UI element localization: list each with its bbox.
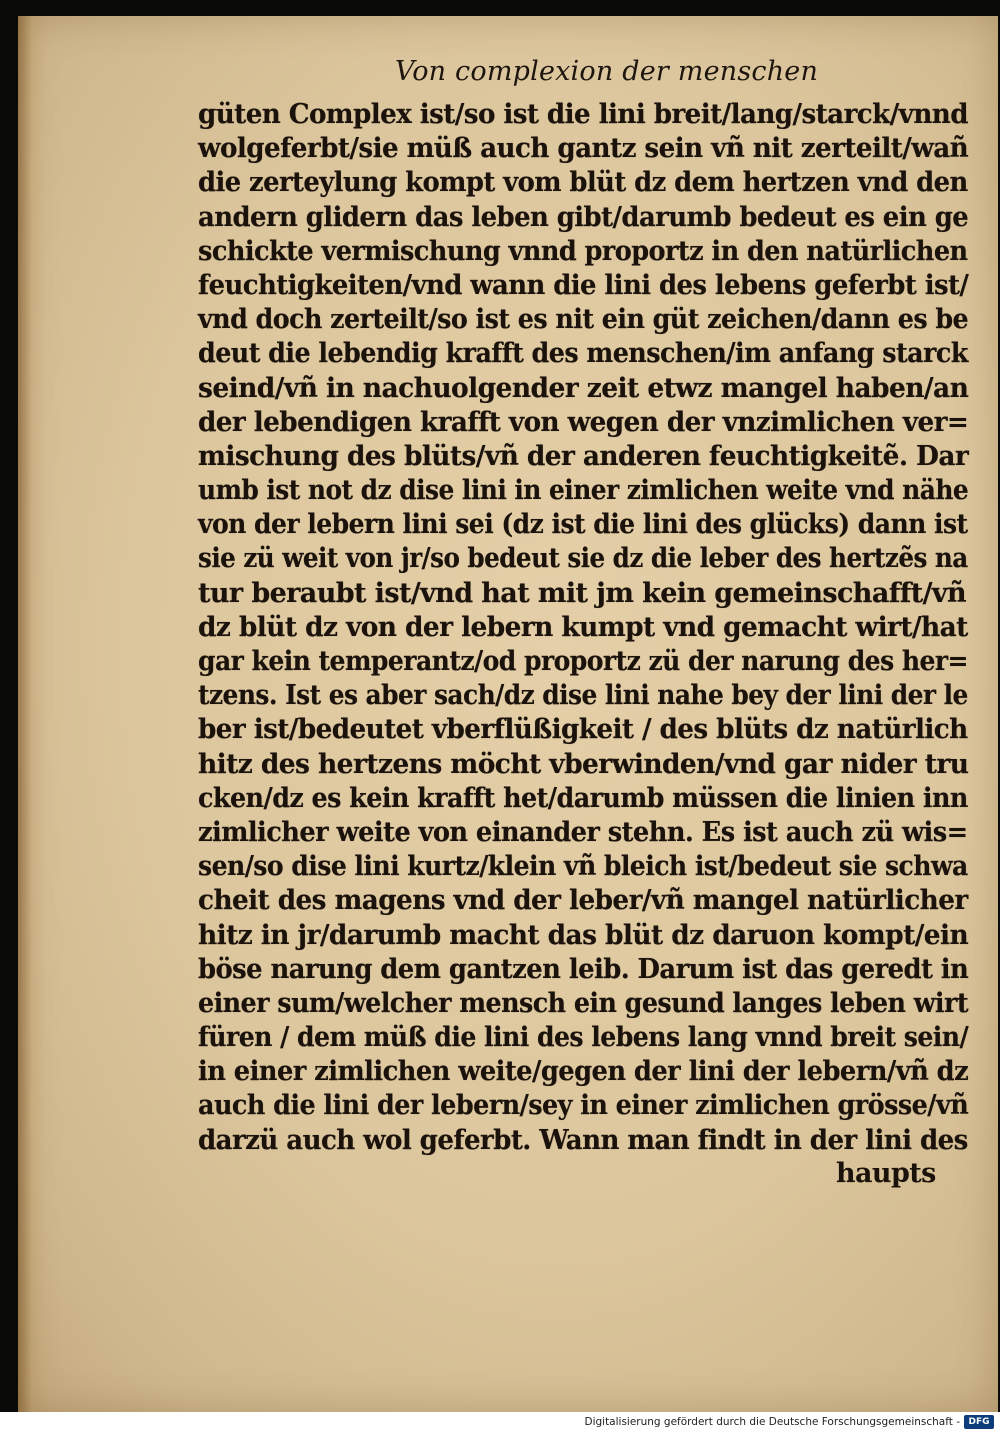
spine-shadow [18,16,46,1412]
text-line: einer sum/welcher mensch ein gesund langes leben wirt [198,987,968,1019]
text-line: ber ist/bedeutet vberflüßigkeit / des blüts dz natürlich [198,714,968,746]
text-line: güten Complex ist/so ist die lini breit/lang/starck/vnnd [198,99,968,130]
text-line: seind/vñ in nachuolgender zeit etwz mangel haben/an [198,372,969,404]
text-line: tzens. Ist es aber sach/dz dise lini nahe bey der lini der le [198,680,968,712]
dfg-logo-icon[interactable]: DFG [964,1415,994,1429]
text-line: füren / dem müß die lini des lebens lang vnnd breit sein/ [198,1022,969,1054]
text-line: vnd doch zerteilt/so ist es nit ein güt zeichen/dann es be [198,304,969,336]
text-line: von der lebern lini sei (dz ist die lini des glücks) dann ist [198,509,968,541]
text-line: tur beraubt ist/vnd hat mit jm kein gemeinschafft/vñ [198,577,967,609]
text-line: zimlicher weite von einander stehn. Es ist auch zü wis= [198,816,968,848]
text-line: wolgeferbt/sie müß auch gantz sein vñ nit zerteilt/wañ [198,133,969,165]
text-line: mischung des blüts/vñ der anderen feuchtigkeitẽ. Dar [198,440,969,472]
text-line: die zerteylung kompt vom blüt dz dem hertzen vnd den [198,167,968,199]
text-line: deut die lebendig krafft des menschen/im anfang starck [198,338,968,370]
text-line: sie zü weit von jr/so bedeut sie dz die leber des hertzẽs na [198,543,968,575]
text-line: dz blüt dz von der lebern kumpt vnd gemacht wirt/hat [198,611,968,643]
text-line: hitz in jr/darumb macht das blüt dz daruon kompt/ein [198,919,969,951]
text-line: der lebendigen krafft von wegen der vnzimlichen ver= [198,406,969,438]
running-head: Von complexion der menschen [395,56,819,87]
text-line: sen/so dise lini kurtz/klein vñ bleich ist/bedeut sie schwa [198,851,968,883]
text-line: in einer zimlichen weite/gegen der lini der lebern/vñ dz [198,1056,969,1088]
text-line: cken/dz es kein krafft het/darumb müssen die linien inn [198,782,968,814]
body-text [198,98,978,1158]
footer-credit: Digitalisierung gefördert durch die Deutsche Forschungsgemeinschaft - [584,1416,960,1428]
text-line: cheit des magens vnd der leber/vñ mangel natürlicher [198,885,968,917]
text-line: gar kein temperantz/od proportz zü der narung des her= [198,646,969,677]
catchword: haupts [836,1158,936,1189]
text-line: schickte vermischung vnnd proportz in den natürlichen [198,235,968,267]
text-line: umb ist not dz dise lini in einer zimlichen weite vnd nähe [198,475,969,507]
text-line: feuchtigkeiten/vnd wann die lini des lebens geferbt ist/ [198,269,969,301]
text-line: andern glidern das leben gibt/darumb bedeut es ein ge [198,201,969,233]
text-line: darzü auch wol geferbt. Wann man findt in der lini des [198,1124,968,1156]
text-line: auch die lini der lebern/sey in einer zimlichen grösse/vñ [198,1090,969,1122]
text-line: hitz des hertzens möcht vberwinden/vnd gar nider tru [198,748,969,780]
text-line: böse narung dem gantzen leib. Darum ist das geredt in [198,953,969,985]
